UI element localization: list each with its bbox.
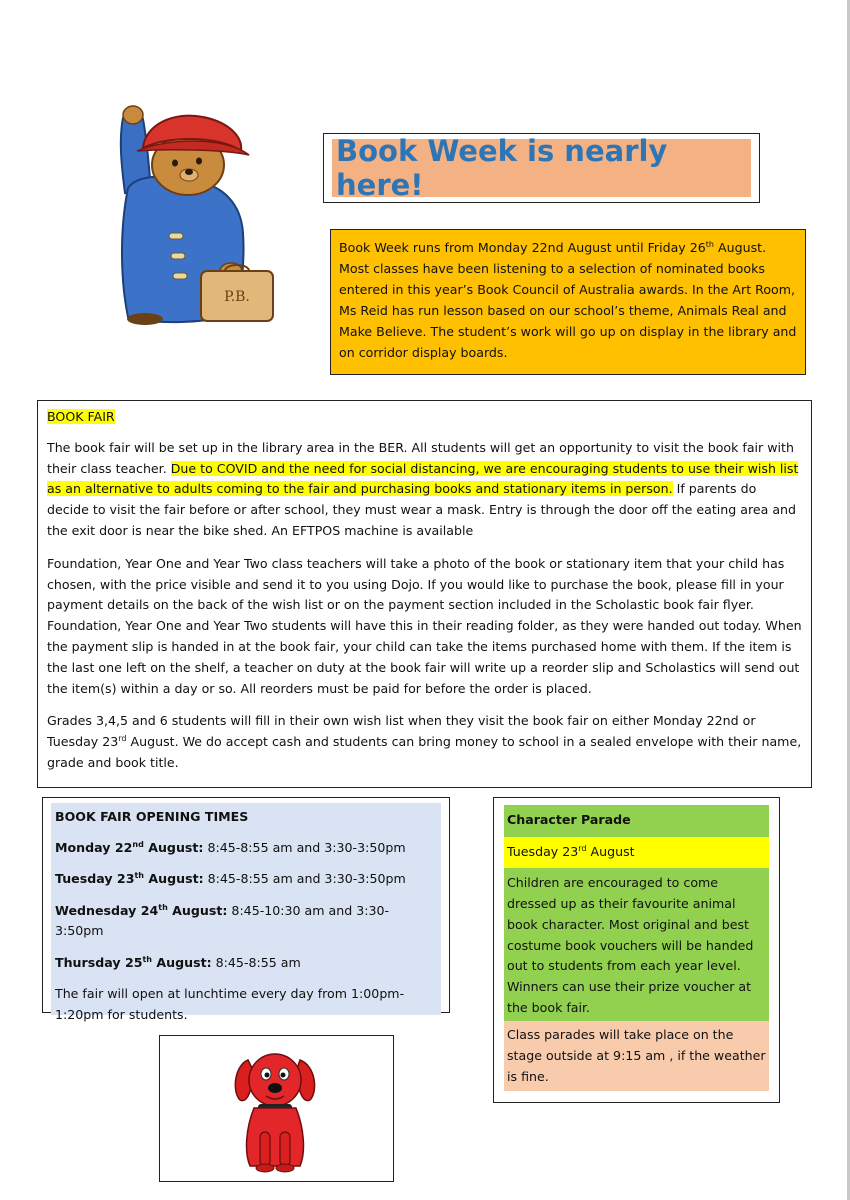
opening-times-box [42,797,450,1022]
row-label: August: [143,839,204,855]
para1-start: The book fair will be set up in the library area in the BER. All students will get an opportunity to visit the book fair with their class teacher. [47,439,794,476]
opening-times-heading: BOOK FAIR OPENING TIMES [55,809,249,824]
book-fair-para-3 [47,711,802,773]
para1-end: If parents do decide to visit the fair before or after school, they must wear a mask. Entry is through the door off the eating area and the exit door is near the bike shed. An EFTPOS machine is available [47,481,797,538]
row-label: August: [167,902,228,918]
row-day: Monday 22 [55,839,133,855]
opening-times-panel [51,803,441,1022]
parade-title: Character Parade [504,805,769,837]
row-label: August: [144,871,204,886]
suitcase-label: P.B. [224,289,250,305]
parade-date-start: Tuesday 23 [507,843,579,859]
para3-sup: rd [118,734,127,744]
opening-time-row [55,901,437,942]
parade-description: Children are encouraged to come dressed up as their favourite animal book character. Most original and best costume book vouchers will be handed out to students from each year level. Winners can use their prize voucher at the book fair. [504,868,769,1021]
title-box [323,133,760,203]
page-title: Book Week is nearly here! [332,139,751,197]
row-sup: th [158,902,168,912]
row-sup: th [142,954,153,964]
book-fair-section [37,400,812,788]
row-day: Tuesday 23 [55,871,135,886]
parade-date-end: August [586,843,635,859]
row-times: 8:45-8:55 am and 3:30-3:50pm [203,871,406,886]
parade-date [504,837,769,869]
row-times: 8:45-8:55 am and 3:30-3:50pm [203,839,406,855]
parade-date-sup: rd [578,843,587,853]
intro-text-start: Book Week runs from Monday 22nd August until Friday 26 [339,240,706,255]
para3-end: August. We do accept cash and students can bring money to school in a sealed envelope with their name, grade and book title. [47,734,802,770]
bear-icon [103,103,278,328]
row-day: Wednesday 24 [55,902,159,918]
row-label: August: [152,954,212,970]
para3-start: Grades 3,4,5 and 6 students will fill in their own wish list when they visit the book fair on either Monday 22nd or Tuesday 23 [47,713,756,750]
covid-highlight: Due to COVID and the need for social distancing, we are encouraging students to use their wish list as an alternative to adults coming to the fair and purchasing books and stationary items in person. [47,460,799,497]
opening-time-row [55,953,437,974]
opening-time-row [55,869,437,890]
book-fair-para-2: Foundation, Year One and Year Two class teachers will take a photo of the book or stationary item that your child has chosen, with the price visible and send it to you using Dojo. If you would like to purchase the book, please fill in your payment details on the back of the wish list or on the payment section included in the Scholastic book fair flyer. Foundation, Year One and Year Two students will have this in their reading folder, as they were handed out today. When the payment slip is handed in at the book fair, your child can take the items purchased home with them. If the item is the last one left on the shelf, a teacher on duty at the book fair will write up a reorder slip and Scholastics will send out the item(s) within a day or so. All reorders must be paid for before the order is placed. [47,555,802,696]
clifford-image-box [159,1035,394,1182]
lunchtime-note: The fair will open at lunchtime every day from 1:00pm-1:20pm for students. [55,986,405,1022]
row-times: 8:45-10:30 am and 3:30-3:50pm [55,902,390,938]
opening-time-row [55,838,437,859]
intro-sup: th [705,240,714,249]
dog-icon [230,1048,320,1174]
row-sup: nd [132,839,144,849]
parade-note: Class parades will take place on the stage outside at 9:15 am , if the weather is fine. [504,1021,769,1091]
intro-text-rest: August. Most classes have been listening to a selection of nominated books entered in this year’s Book Council of Australia awards. In the Art Room, Ms Reid has run lesson based on our school’s theme, Animals Real and Make Believe. The student’s work will go up on display in the library and on corridor display boards. [339,240,797,360]
intro-box [330,229,806,375]
row-day: Thursday 25 [55,954,143,970]
character-parade-box [493,797,780,1103]
book-fair-heading: BOOK FAIR [47,409,115,424]
book-fair-para-1 [47,438,802,542]
paddington-bear-image [103,103,278,328]
row-times: 8:45-8:55 am [211,954,301,970]
row-sup: th [134,871,144,880]
